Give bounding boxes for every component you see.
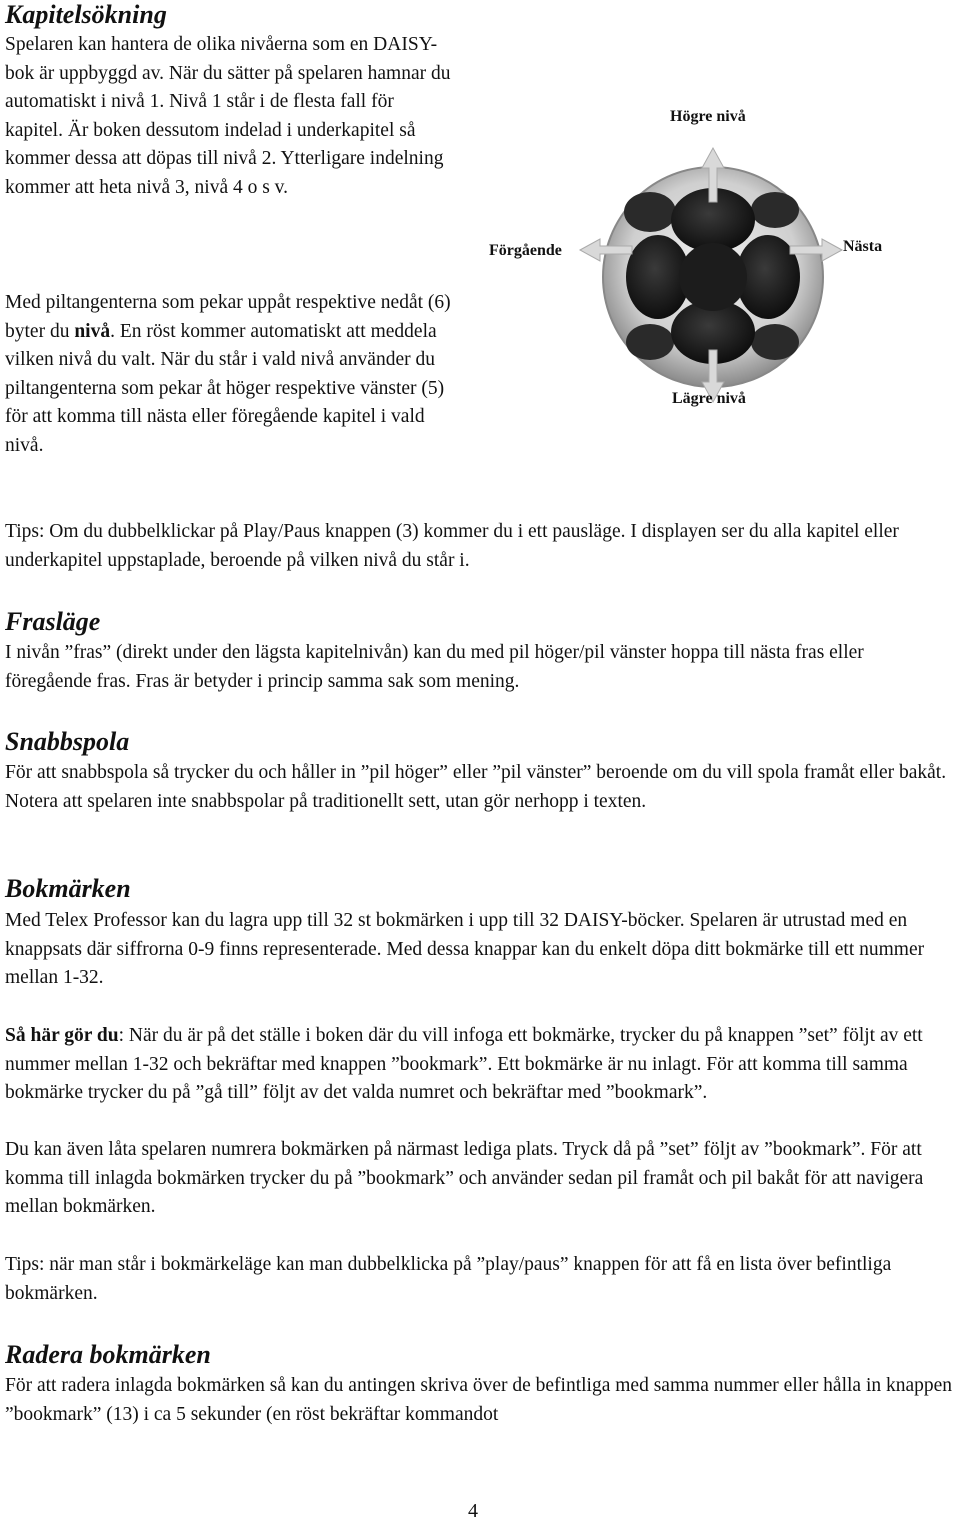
chapter-search-tip: Tips: Om du dubbelklickar på Play/Paus knappen (3) kommer du i ett pausläge. I displayen ser du alla kapitel eller underkapitel uppstaplade, beroende på vilken nivå du står i. [5,521,899,571]
bookmarks-howto [5,1022,955,1108]
bookmarks-paragraph-2: Du kan även låta spelaren numrera bokmärken på närmast lediga plats. Tryck då på ”set” följt av ”bookmark”. För att komma till inlagda bokmärken trycker du på ”bookmark” och använder sedan pil framåt och pil bakåt för att navigera mellan bokmärken. [5,1139,924,1217]
p2-text-a: Med piltangenterna som pekar uppåt respektive nedåt (6) byter du [5,292,451,342]
bookmarks-paragraph-1: Med Telex Professor kan du lagra upp till 32 st bokmärken i upp till 32 DAISY-böcker. Spelaren är utrustad med en knappsats där siffrorna 0-9 finns representerade. Med dessa knappar kan du enkelt döpa ditt bokmärke till ett nummer mellan 1-32. [5,910,925,988]
page-number: 4 [468,1500,478,1522]
heading-delete-bookmarks: Radera bokmärken [5,1340,211,1369]
chapter-search-paragraph-2 [5,289,455,460]
label-previous: Förgående [489,242,562,259]
heading-bookmarks: Bokmärken [5,874,131,903]
p2-bold-niva: nivå [74,320,111,342]
heading-phrase-mode: Frasläge [5,607,101,636]
label-next: Nästa [843,238,883,255]
heading-fast-forward: Snabbspola [5,727,130,756]
fast-forward-paragraph: För att snabbspola så trycker du och håller in ”pil höger” eller ”pil vänster” beroende om du vill spola framåt eller bakåt. Notera att spelaren inte snabbspolar på traditionellt sett, utan gör nerhopp i texten. [5,762,947,812]
label-higher-level: Högre nivå [670,108,746,125]
phrase-mode-paragraph: I nivån ”fras” (direkt under den lägsta kapitelnivån) kan du med pil höger/pil vänster hoppa till nästa fras eller föregående fras. Fras är betyder i princip samma sak som mening. [5,642,864,692]
howto-bold-label: Så här gör du [5,1025,119,1046]
p2-text-b: . En röst kommer automatiskt att meddela vilken nivå du valt. När du står i vald nivå använder du piltangenterna som pekar åt höger respektive vänster (5) för att komma till nästa eller föregående kapitel i vald nivå. [5,320,445,456]
label-lower-level: Lägre nivå [672,390,746,407]
howto-text: : När du är på det ställe i boken där du vill infoga ett bokmärke, trycker du på knappen ”set” följt av ett nummer mellan 1-32 och bekräftar med knappen ”bookmark”. Ett bokmärke är nu inlagt. För att komma till samma bokmärke trycker du på ”gå till” följt av det valda numret och bekräftar med ”bookmark”. [5,1025,923,1103]
delete-bookmarks-paragraph: För att radera inlagda bokmärken så kan du antingen skriva över de befintliga med samma nummer eller hålla in knappen ”bookmark” (13) i ca 5 sekunder (en röst bekräftar kommandot [5,1375,953,1425]
bookmarks-tip: Tips: när man står i bokmärkeläge kan man dubbelklicka på ”play/paus” knappen för att få en lista över befintliga bokmärken. [5,1254,892,1304]
keypad-figure [470,30,930,510]
heading-chapter-search: Kapitelsökning [5,0,167,29]
keypad-illustration [470,30,930,510]
chapter-search-paragraph-1: Spelaren kan hantera de olika nivåerna som en DAISY-bok är uppbyggd av. När du sätter på spelaren hamnar du automatiskt i nivå 1. Nivå 1 står i de flesta fall för kapitel. Är boken dessutom indelad i underkapitel så kommer dessa att döpas till nivå 2. Ytterligare indelning kommer att heta nivå 3, nivå 4 o s v. [5,34,451,198]
